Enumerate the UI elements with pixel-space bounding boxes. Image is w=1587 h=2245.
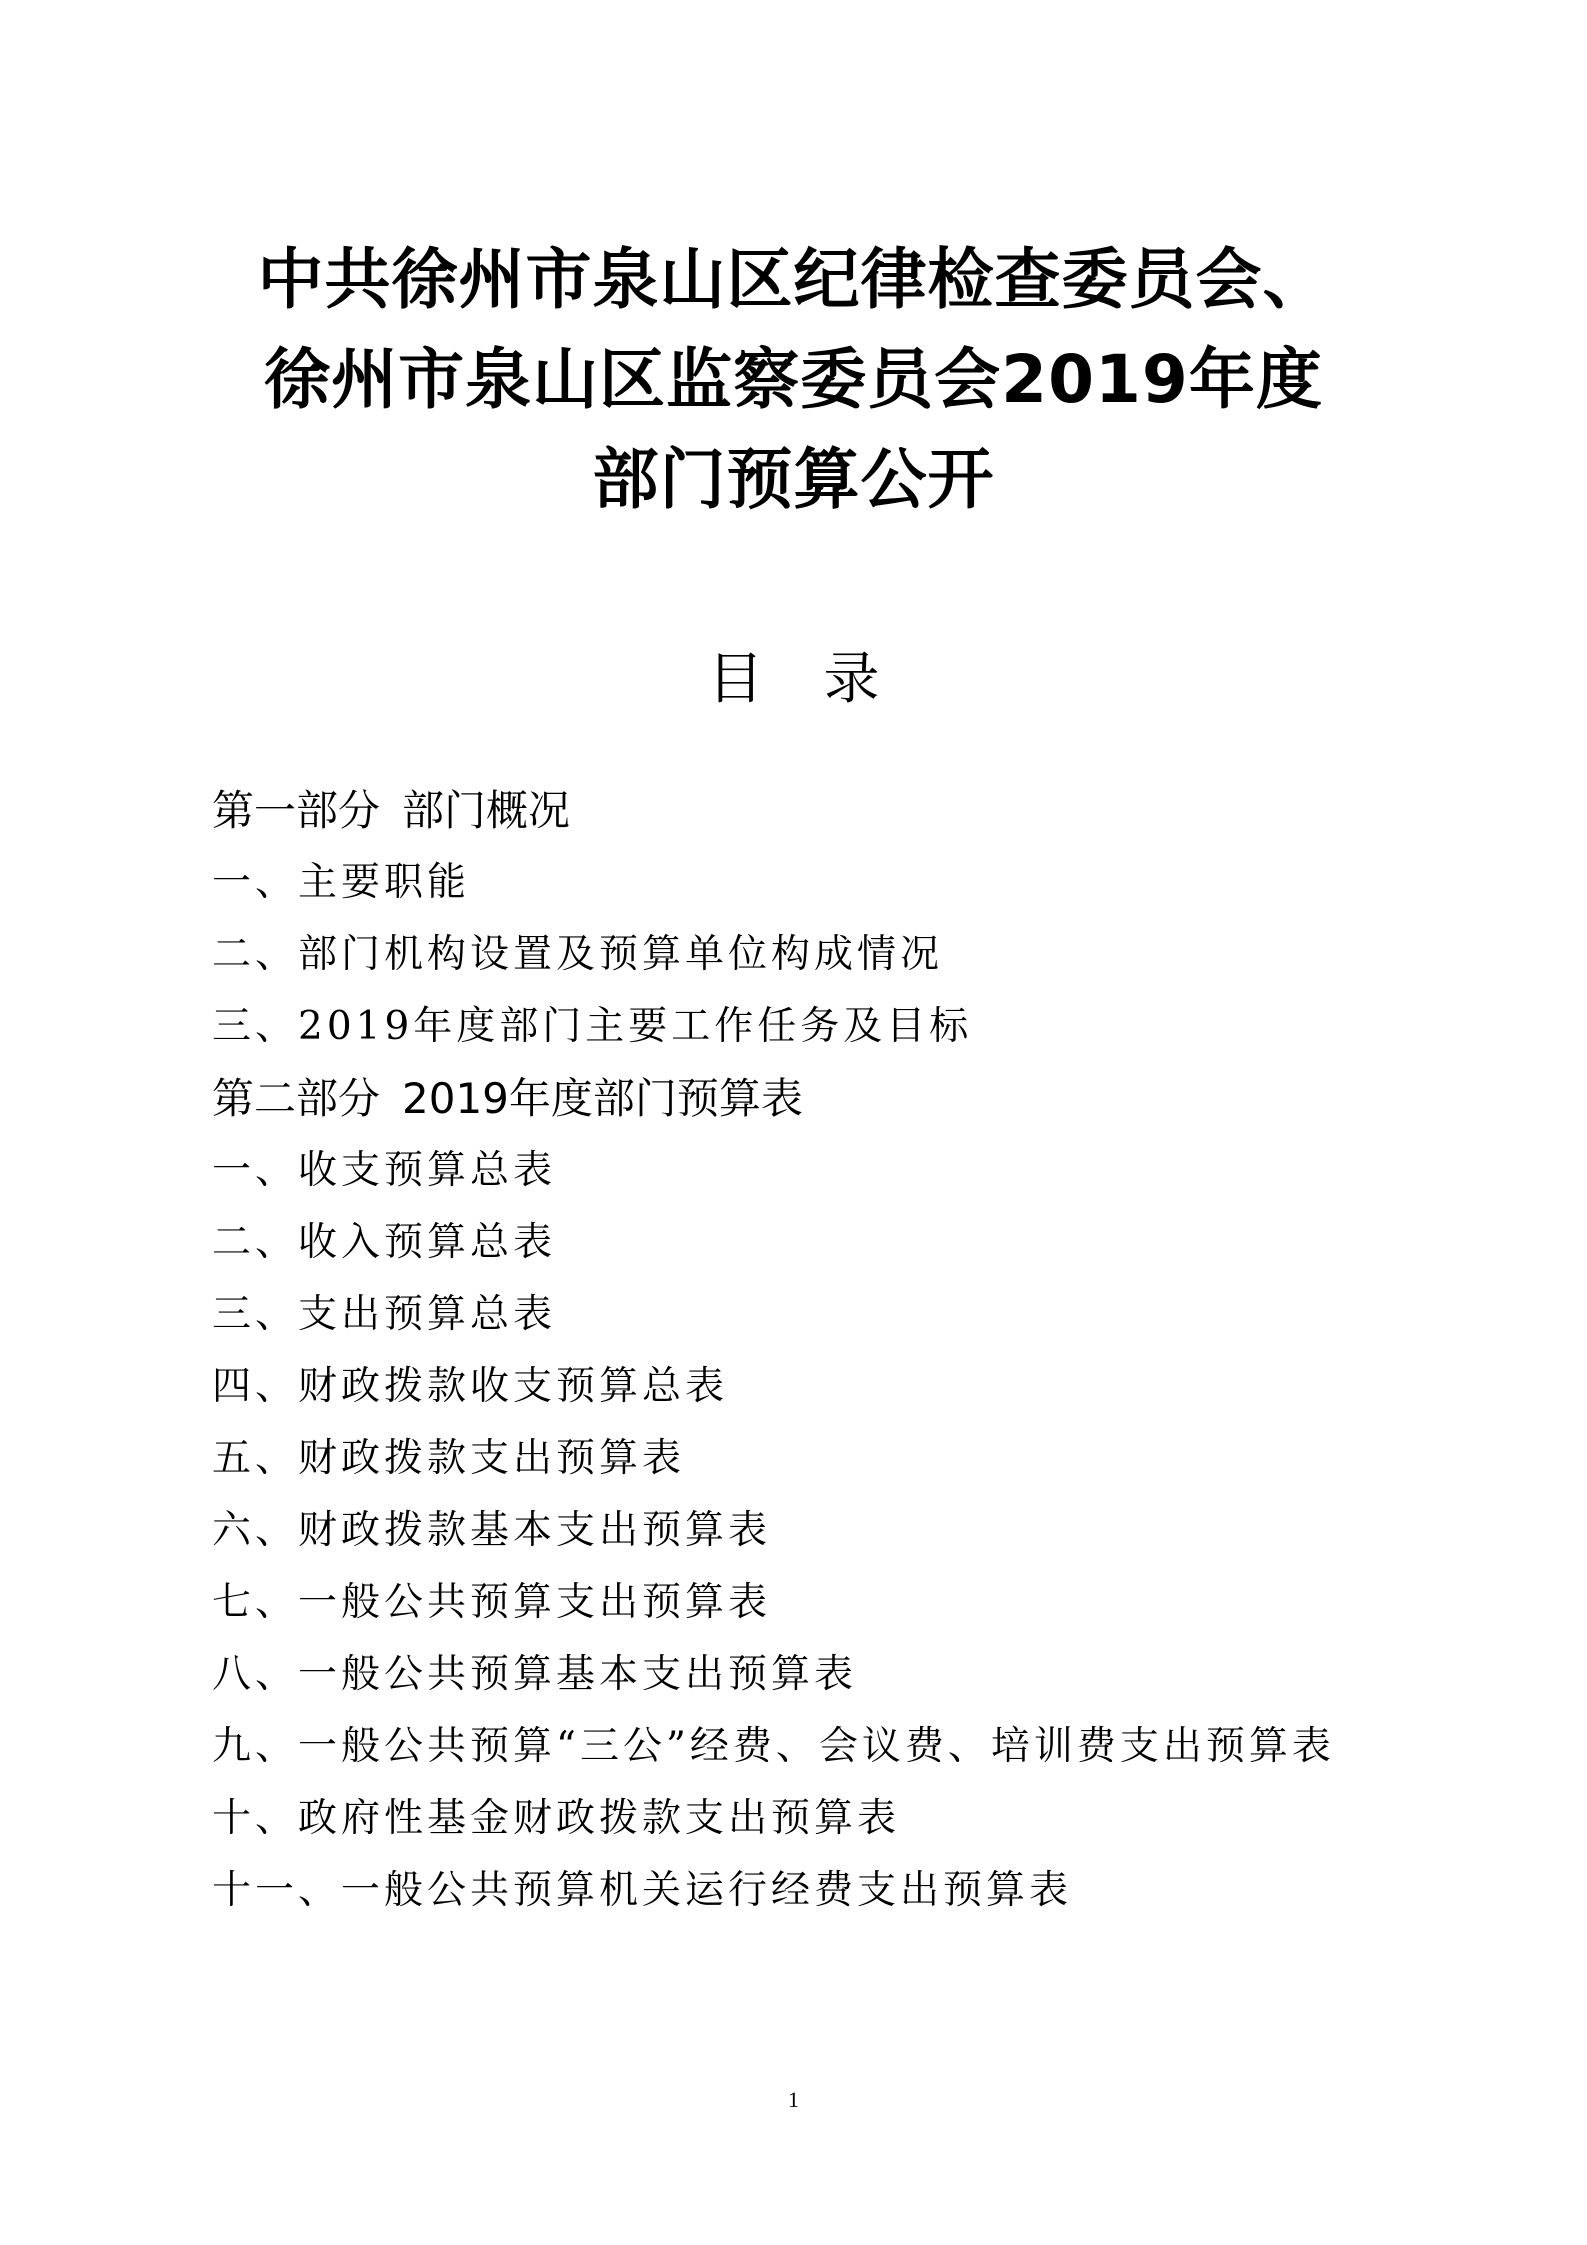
- section-2-name: 2019年度部门预算表: [402, 1074, 803, 1123]
- toc-item: 一、收支预算总表: [212, 1148, 557, 1193]
- toc-item: 五、财政拨款支出预算表: [212, 1436, 686, 1481]
- toc-item: 二、收入预算总表: [212, 1220, 557, 1265]
- toc-item: 三、2019年度部门主要工作任务及目标: [212, 1004, 973, 1049]
- toc-item: 九、一般公共预算“三公”经费、会议费、培训费支出预算表: [212, 1724, 1335, 1769]
- table-of-contents: [212, 775, 1462, 1927]
- toc-item: 一、主要职能: [212, 860, 471, 905]
- title-line-3: 部门预算公开: [592, 441, 995, 518]
- document-title: [0, 230, 1587, 530]
- toc-item: 七、一般公共预算支出预算表: [212, 1580, 772, 1625]
- page-number: 1: [788, 2087, 799, 2112]
- section-2-label: 第二部分: [212, 1074, 381, 1123]
- toc-item: 十、政府性基金财政拨款支出预算表: [212, 1796, 901, 1841]
- toc-item: 二、部门机构设置及预算单位构成情况: [212, 932, 944, 977]
- section-2-title: [212, 1063, 1462, 1135]
- toc-item: 四、财政拨款收支预算总表: [212, 1364, 729, 1409]
- title-line-2: 徐州市泉山区监察委员会2019年度: [264, 341, 1323, 418]
- toc-heading: 目录: [707, 647, 940, 712]
- toc-item: 八、一般公共预算基本支出预算表: [212, 1652, 858, 1697]
- section-1-label: 第一部分: [212, 786, 381, 835]
- section-1-name: 部门概况: [402, 786, 571, 835]
- toc-item: 三、支出预算总表: [212, 1292, 557, 1337]
- title-line-1: 中共徐州市泉山区纪律检查委员会、: [257, 241, 1330, 318]
- toc-item: 十一、一般公共预算机关运行经费支出预算表: [212, 1868, 1073, 1913]
- section-1-title: [212, 775, 1462, 847]
- toc-item: 六、财政拨款基本支出预算表: [212, 1508, 772, 1553]
